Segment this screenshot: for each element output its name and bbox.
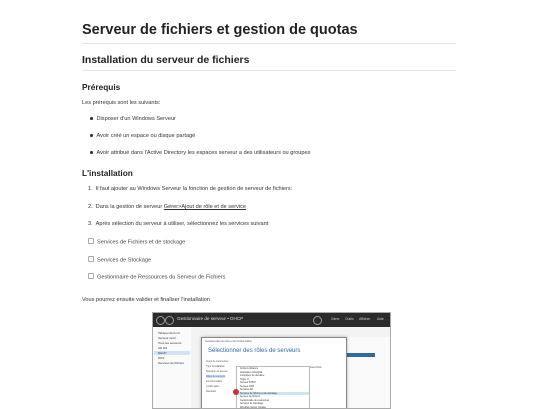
role-row: Windows Server Update [237, 406, 309, 409]
menu-gerer: Gérer [331, 317, 340, 321]
nav-item: DHCP [154, 351, 190, 355]
section-divider [82, 70, 456, 71]
prereq-intro: Les prérequis sont les suivants: [82, 100, 160, 106]
role-row: Services AD [237, 388, 309, 392]
refresh-icon [313, 316, 322, 325]
role-row: Serveur DHCP [237, 381, 309, 385]
role-row: Serveur DNS [237, 385, 309, 389]
bullet-icon [90, 117, 93, 120]
dialog-title: Sélectionner des rôles de serveurs [208, 348, 300, 354]
role-row: Services de fichiers et de stockage [237, 392, 309, 396]
checkbox-item[interactable]: Gestionnaire de Ressources du Serveur de Fichiers [88, 273, 225, 281]
role-row: Services de Stockage [237, 402, 309, 406]
step-item: 2. Dans la gestion de serveur Gérer>Ajout de rôle et de service [88, 204, 246, 210]
dialog-caption: Assistant Ajout de rôles et de fonctionnalités [205, 340, 252, 343]
roles-list [236, 366, 310, 409]
checkbox-icon[interactable] [88, 256, 94, 262]
dialog-steps: Avant de commencer Type d'installation Sélection du serveur Rôles de serveurs Fonctionnalités Confirmation Résultats [206, 360, 234, 408]
final-paragraph: Vous pourrez ensuite valider et finaliser l'installation [82, 297, 210, 303]
role-description: Description [310, 366, 344, 408]
title-divider [82, 43, 456, 44]
prereq-item: Avoir attribué dans l'Active Directory les espaces serveur a des utilisateurs ou groupes [90, 150, 310, 156]
role-row: Hyper-V [237, 378, 309, 382]
role-row: Gestionnaire de ressources [237, 399, 309, 403]
step-item: 3. Après sélection du serveur à utiliser, sélectionnez les services suivant [88, 221, 268, 227]
menu-aide: Aide [377, 317, 384, 321]
role-row: Contrôleur de domaine [237, 374, 309, 378]
checkbox-item[interactable]: Services de Fichiers et de stockage [88, 238, 185, 246]
forward-icon [165, 316, 174, 325]
checkbox-icon[interactable] [88, 273, 94, 279]
nav-item: Services de fichiers [158, 361, 184, 365]
role-row: Accès à distance [237, 367, 309, 371]
server-manager-nav [153, 327, 192, 408]
add-roles-dialog [201, 337, 347, 409]
section-heading-installation: Installation du serveur de fichiers [82, 54, 249, 66]
role-row: Serveur de fichiers [237, 395, 309, 399]
server-manager-right [345, 337, 390, 408]
highlight-marker-icon [233, 389, 239, 395]
step-item: 1. Il faut ajouter au Windows Serveur la fonction de gestion de serveur de fichiers: [88, 186, 292, 192]
selected-server [347, 353, 375, 357]
install-heading: L'installation [82, 168, 133, 178]
window-titlebar [153, 313, 390, 327]
checkbox-icon[interactable] [88, 238, 94, 244]
menu-afficher: Afficher [359, 317, 370, 321]
back-icon [156, 316, 165, 325]
page-title: Serveur de fichiers et gestion de quotas [82, 22, 358, 38]
window-title: Gestionnaire de serveur • DHCP [177, 316, 243, 321]
nav-item: AD DS [158, 346, 167, 350]
prereq-item: Avoir créé un espace ou disque partagé [90, 133, 195, 139]
prereq-item: Disposer d'un Windows Serveur [90, 116, 176, 122]
checkbox-item[interactable]: Services de Stockage [88, 256, 151, 264]
role-row: Attestation d'intégrité [237, 371, 309, 375]
nav-item: Tous les serveurs [158, 341, 181, 345]
menu-outils: Outils [345, 317, 354, 321]
nav-item: Serveur local [158, 336, 176, 340]
bullet-icon [90, 151, 93, 154]
gerer-link[interactable]: Gérer>Ajout de rôle et de service [164, 204, 246, 210]
server-manager-screenshot [152, 312, 391, 409]
nav-item: DNS [158, 356, 164, 360]
prereq-heading: Prérequis [82, 82, 120, 92]
bullet-icon [90, 134, 93, 137]
nav-item: Tableau de bord [158, 331, 180, 335]
